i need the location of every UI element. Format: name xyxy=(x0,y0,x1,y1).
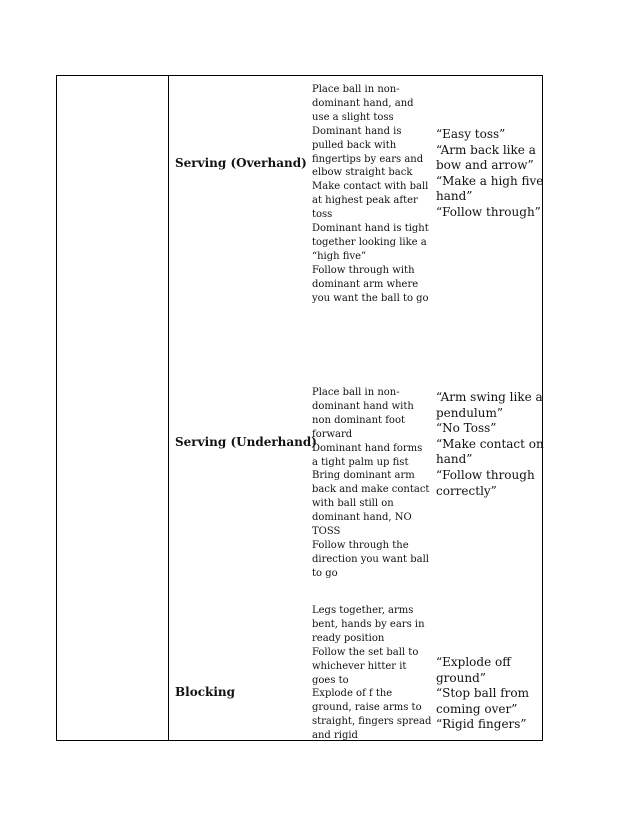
step-line: forward xyxy=(312,428,353,440)
step-line: Follow through the xyxy=(312,539,409,551)
cue-line: hand” xyxy=(436,189,473,204)
step-line: dominant hand, and xyxy=(312,97,414,109)
step-line: Follow the set ball to xyxy=(312,646,419,658)
step-line: TOSS xyxy=(312,526,341,538)
cue-line: “Follow through xyxy=(436,467,535,482)
cue-line: pendulum” xyxy=(436,405,504,420)
step-line: Dominant hand is xyxy=(312,125,402,137)
cue-line: “Explode off xyxy=(436,655,511,669)
step-line: Place ball in non- xyxy=(312,387,400,398)
step-line: back and make contact xyxy=(312,484,430,496)
skill-label: Serving (Underhand) xyxy=(175,435,317,449)
step-line: Dominant hand forms xyxy=(312,442,423,454)
step-line: ready position xyxy=(312,632,385,644)
step-line: dominant hand, NO xyxy=(312,512,412,524)
step-line: direction you want ball xyxy=(312,553,429,565)
cue-line: “Stop ball from xyxy=(436,686,530,701)
cue-line: “Arm back like a xyxy=(436,142,536,157)
cue-line: “No Toss” xyxy=(436,421,497,436)
step-line: you want the ball to go xyxy=(312,292,429,304)
step-line: Legs together, arms xyxy=(312,605,414,616)
step-line: together looking like a xyxy=(312,236,427,248)
skill-cues xyxy=(436,390,544,499)
cue-line: bow and arrow” xyxy=(436,158,534,173)
cue-line: ground” xyxy=(436,670,486,685)
step-line: dominant hand with xyxy=(312,400,414,412)
step-line: with ball still on xyxy=(312,498,394,510)
cue-line: “Arm swing like a xyxy=(436,390,543,404)
step-line: a tight palm up fist xyxy=(312,456,409,468)
step-line: Place ball in non- xyxy=(312,84,400,95)
step-line: Dominant hand is tight xyxy=(312,223,429,235)
cue-line: coming over” xyxy=(436,701,518,716)
cue-line: “Rigid fingers” xyxy=(436,717,527,732)
step-line: ground, raise arms to xyxy=(312,702,422,714)
skill-steps xyxy=(312,604,434,743)
step-line: to go xyxy=(312,567,338,579)
step-line: straight, fingers spread xyxy=(312,716,432,728)
column-divider xyxy=(168,76,169,740)
step-line: fingertips by ears and xyxy=(312,153,424,165)
step-line: whichever hitter it xyxy=(312,660,407,672)
step-line: pulled back with xyxy=(312,139,397,151)
step-line: toss xyxy=(312,209,333,221)
skill-cues xyxy=(436,655,544,733)
cue-line: correctly” xyxy=(436,483,497,498)
step-line: “high five” xyxy=(312,250,367,262)
step-line: and rigid xyxy=(312,730,358,742)
cue-line: “Make a high five xyxy=(436,173,544,188)
skill-label: Blocking xyxy=(175,685,235,699)
skill-steps xyxy=(312,83,434,306)
step-line: dominant arm where xyxy=(312,278,419,290)
step-line: elbow straight back xyxy=(312,167,413,179)
step-line: Follow through with xyxy=(312,264,415,276)
skill-cues xyxy=(436,127,544,221)
cue-line: “Follow through” xyxy=(436,204,541,219)
step-line: use a slight toss xyxy=(312,111,394,123)
cue-line: hand” xyxy=(436,452,473,467)
step-line: Explode of f the xyxy=(312,688,393,700)
skill-steps xyxy=(312,386,434,581)
step-line: Make contact with ball xyxy=(312,181,429,193)
step-line: goes to xyxy=(312,674,349,686)
cue-line: “Easy toss” xyxy=(436,127,506,141)
cue-line: “Make contact on xyxy=(436,436,544,451)
step-line: bent, hands by ears in xyxy=(312,618,425,630)
lesson-table xyxy=(56,75,543,741)
step-line: Bring dominant arm xyxy=(312,470,415,482)
skill-label: Serving (Overhand) xyxy=(175,156,307,170)
step-line: at highest peak after xyxy=(312,195,418,207)
step-line: non dominant foot xyxy=(312,414,405,426)
